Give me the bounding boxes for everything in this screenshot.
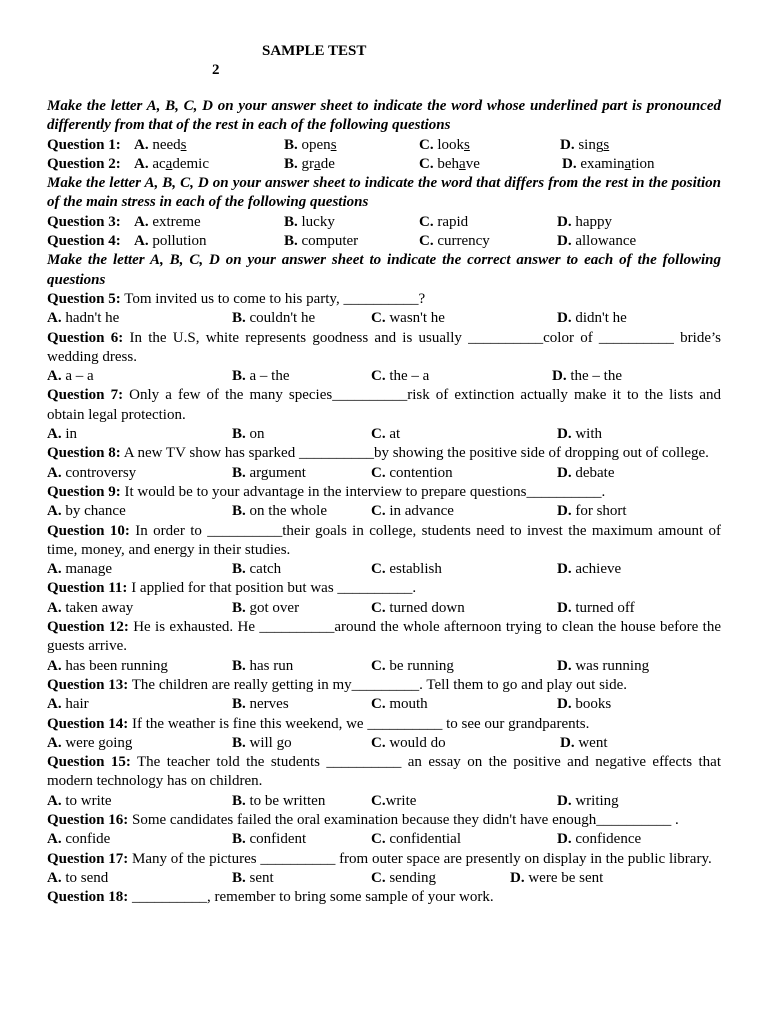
option-text: books [575, 696, 612, 713]
question-label: Question 6: [47, 329, 124, 346]
option-text: confident [249, 831, 307, 848]
question-9-stem [47, 483, 721, 502]
option-d[interactable]: D. examination [562, 155, 655, 172]
option-letter: D [560, 734, 571, 751]
option-letter: D [557, 233, 568, 250]
question-text: Some candidates failed the oral examination because they didn't have enough__________ . [132, 811, 679, 828]
question-text: I applied for that position but was __________. [131, 580, 417, 597]
option-letter: C [419, 213, 430, 230]
option-text: confidence [575, 831, 642, 848]
option-text: contention [389, 464, 453, 481]
option-text: will go [249, 734, 292, 751]
option-b[interactable]: B. opens [284, 136, 337, 153]
option-d[interactable]: D. confidence [557, 831, 642, 848]
option-text: manage [65, 561, 112, 578]
option-letter: D [510, 869, 521, 886]
option-text: writing [575, 792, 619, 809]
question-label: Question 5: [47, 290, 121, 307]
question-8-stem [47, 444, 721, 463]
question-5-stem [47, 290, 721, 309]
option-text: argument [249, 464, 306, 481]
option-text: look [437, 136, 465, 153]
option-text: debate [575, 464, 615, 481]
question-text: It would be to your advantage in the interview to prepare questions__________. [124, 483, 606, 500]
question-text: Many of the pictures __________ from outer space are presently on display in the public library. [132, 850, 712, 867]
question-text: A new TV show has sparked __________by showing the positive side of dropping out of college. [123, 445, 709, 462]
question-11-stem [47, 579, 721, 598]
option-c[interactable]: C. in advance [371, 503, 454, 520]
option-text: didn't he [575, 310, 627, 327]
option-text: by chance [65, 503, 126, 520]
option-letter: B [232, 368, 243, 385]
option-c[interactable]: C. mouth [371, 696, 428, 713]
question-label: Question 12: [47, 619, 129, 636]
option-text: got over [249, 599, 300, 616]
option-a[interactable]: A. has been running [47, 657, 168, 674]
option-text: confide [65, 831, 111, 848]
option-d[interactable]: D. with [557, 426, 603, 443]
option-letter: B [232, 561, 243, 578]
option-letter: A [47, 426, 58, 443]
option-c[interactable]: C. currency [419, 233, 490, 250]
option-text: hair [65, 696, 89, 713]
option-letter: D [557, 599, 568, 616]
option-text: lucky [301, 213, 335, 230]
underlined-sound: s [180, 136, 187, 153]
underlined-sound: s [603, 136, 610, 153]
option-text: in advance [389, 503, 454, 520]
option-letter: D [562, 155, 573, 172]
option-b[interactable]: B. will go [232, 734, 292, 751]
question-16-options [47, 830, 721, 849]
option-d[interactable]: D. writing [557, 792, 619, 809]
section-instruction: Make the letter A, B, C, D on your answer sheet to indicate the correct answer to each of the following questions [47, 252, 721, 288]
option-text: pollution [152, 233, 207, 250]
option-c[interactable]: C. rapid [419, 213, 469, 230]
option-letter: D [557, 696, 568, 713]
option-letter: D [557, 792, 568, 809]
question-text: Only a few of the many species__________risk of extinction actually make it to the lists and obtain legal protection. [47, 387, 721, 423]
option-c[interactable]: C. looks [419, 136, 470, 153]
question-17-stem [47, 850, 721, 869]
question-label: Question 18: [47, 889, 129, 906]
underlined-sound: a [624, 155, 632, 172]
option-b[interactable]: B. on the whole [232, 503, 327, 520]
option-d[interactable]: D. sings [560, 136, 610, 153]
question-label: Question 3: [47, 213, 121, 230]
option-letter: D [552, 368, 563, 385]
question-9-options [47, 502, 721, 521]
option-text: with [575, 426, 603, 443]
option-text-rest: demic [172, 155, 209, 172]
section-instruction: Make the letter A, B, C, D on your answer sheet to indicate the word that differs from the rest in the position of the main stress in each of the following questions [47, 175, 721, 211]
option-letter: B [232, 657, 243, 674]
question-text: The children are really getting in my_________. Tell them to go and play out side. [131, 676, 627, 693]
option-text: open [301, 136, 331, 153]
option-a[interactable]: A. hadn't he [47, 310, 120, 327]
question-label: Question 1: [47, 136, 121, 153]
option-letter: B [232, 696, 243, 713]
option-a[interactable]: A. in [47, 426, 78, 443]
question-text: The teacher told the students __________ an essay on the positive and negative effects that modern technology has on children. [47, 754, 721, 790]
option-c[interactable]: C. contention [371, 464, 453, 481]
option-a[interactable]: A. manage [47, 561, 112, 578]
option-text: taken away [65, 599, 134, 616]
question-label: Question 11: [47, 580, 128, 597]
option-letter: A [47, 869, 58, 886]
option-d[interactable]: D. for short [557, 503, 627, 520]
option-text: be running [389, 657, 454, 674]
question-2-stem [47, 155, 721, 174]
option-b[interactable]: B. got over [232, 599, 300, 616]
option-text: on the whole [249, 503, 327, 520]
option-letter: A [47, 657, 58, 674]
option-text: ac [152, 155, 166, 172]
option-letter: A [47, 599, 58, 616]
option-text: to be written [249, 792, 326, 809]
question-text: In order to __________their goals in college, students need to invest the maximum amount of time, money, and energy in their studies. [47, 522, 721, 558]
option-text: were going [65, 734, 133, 751]
question-text: In the U.S, white represents goodness and is usually __________color of __________ bride’s wedding dress. [47, 329, 721, 365]
option-text: sing [578, 136, 604, 153]
option-text: to send [65, 869, 109, 886]
option-a[interactable]: A. hair [47, 696, 89, 713]
option-b[interactable]: B. has run [232, 657, 294, 674]
option-c[interactable]: C.write [371, 792, 417, 809]
option-b[interactable]: B. a – the [232, 368, 290, 385]
question-13-stem [47, 676, 721, 695]
option-letter: B [232, 464, 243, 481]
option-a[interactable]: A. to send [47, 869, 109, 886]
question-label: Question 7: [47, 387, 124, 404]
option-letter: C [419, 155, 430, 172]
question-16-stem [47, 811, 721, 830]
option-a[interactable]: A. a – a [47, 368, 94, 385]
option-letter: C [371, 831, 382, 848]
option-letter: D [557, 561, 568, 578]
option-letter: C [419, 233, 430, 250]
option-a[interactable]: A. needs [134, 136, 187, 153]
option-a[interactable]: A. academic [134, 155, 209, 172]
question-text: He is exhausted. He __________around the whole afternoon trying to clean the house before the guests arrive. [47, 619, 721, 655]
option-text: extreme [152, 213, 201, 230]
question-11-options [47, 599, 721, 618]
option-letter: C [371, 792, 382, 809]
test-number: 2 [212, 62, 220, 78]
option-letter: B [232, 426, 243, 443]
option-text-rest: de [320, 155, 335, 172]
option-letter: D [557, 831, 568, 848]
option-text: in [65, 426, 78, 443]
option-text: couldn't he [249, 310, 316, 327]
option-text: went [578, 734, 608, 751]
option-c[interactable]: C. be running [371, 657, 454, 674]
option-c[interactable]: C. confidential [371, 831, 461, 848]
question-15-stem [47, 753, 721, 792]
option-text: sent [249, 869, 274, 886]
option-b[interactable]: B. confident [232, 831, 307, 848]
option-letter: A [134, 136, 145, 153]
option-b[interactable]: B. catch [232, 561, 282, 578]
option-text: controversy [65, 464, 137, 481]
option-c[interactable]: C. the – a [371, 368, 430, 385]
option-letter: C [419, 136, 430, 153]
option-b[interactable]: B. argument [232, 464, 306, 481]
option-text: currency [437, 233, 490, 250]
underlined-sound: a [459, 155, 466, 172]
option-text: was running [575, 657, 650, 674]
question-15-options [47, 792, 721, 811]
option-text: a – the [249, 368, 290, 385]
question-5-options [47, 309, 721, 328]
option-text-rest: ve [465, 155, 480, 172]
option-d[interactable]: D. were be sent [510, 869, 604, 886]
option-d[interactable]: D. debate [557, 464, 615, 481]
option-letter: D [557, 503, 568, 520]
option-text: beh [437, 155, 460, 172]
option-text: turned off [575, 599, 635, 616]
option-a[interactable]: A. taken away [47, 599, 134, 616]
option-text: has been running [65, 657, 168, 674]
underlined-sound: s [330, 136, 337, 153]
option-d[interactable]: D. achieve [557, 561, 622, 578]
option-text: write [385, 792, 417, 809]
option-d[interactable]: D. allowance [557, 233, 637, 250]
option-letter: A [134, 155, 145, 172]
option-text: computer [301, 233, 359, 250]
option-text: has run [249, 657, 294, 674]
option-d[interactable]: D. didn't he [557, 310, 627, 327]
question-8-options [47, 464, 721, 483]
option-c[interactable]: C. establish [371, 561, 442, 578]
option-text: were be sent [528, 869, 604, 886]
option-text: the – a [389, 368, 430, 385]
question-label: Question 4: [47, 233, 121, 250]
option-letter: B [284, 233, 295, 250]
option-c[interactable]: C. wasn't he [371, 310, 445, 327]
question-4-stem [47, 232, 721, 251]
question-6-options [47, 367, 721, 386]
question-text: __________, remember to bring some sample of your work. [132, 889, 494, 906]
option-text: sending [389, 869, 437, 886]
option-letter: C [371, 696, 382, 713]
option-b[interactable]: B. to be written [232, 792, 326, 809]
question-label: Question 16: [47, 811, 129, 828]
option-letter: D [557, 464, 568, 481]
option-a[interactable]: A. pollution [134, 233, 207, 250]
question-14-options [47, 734, 721, 753]
option-a[interactable]: A. were going [47, 734, 133, 751]
option-c[interactable]: C. turned down [371, 599, 465, 616]
option-letter: A [47, 503, 58, 520]
option-c[interactable]: C. behave [419, 155, 480, 172]
question-label: Question 15: [47, 754, 131, 771]
option-d[interactable]: D. went [560, 734, 608, 751]
option-text: need [152, 136, 181, 153]
option-letter: C [371, 368, 382, 385]
question-label: Question 14: [47, 715, 129, 732]
option-b[interactable]: B. lucky [284, 213, 335, 230]
underlined-sound: a [165, 155, 173, 172]
option-a[interactable]: A. by chance [47, 503, 126, 520]
option-text: hadn't he [65, 310, 120, 327]
option-text: nerves [249, 696, 289, 713]
option-letter: D [557, 310, 568, 327]
option-a[interactable]: A. confide [47, 831, 111, 848]
option-letter: B [232, 599, 243, 616]
option-text: for short [575, 503, 627, 520]
option-d[interactable]: D. happy [557, 213, 613, 230]
option-letter: A [134, 213, 145, 230]
option-letter: C [371, 426, 382, 443]
option-a[interactable]: A. controversy [47, 464, 137, 481]
option-b[interactable]: B. sent [232, 869, 274, 886]
option-letter: B [232, 869, 243, 886]
option-letter: A [47, 792, 58, 809]
option-c[interactable]: C. sending [371, 869, 437, 886]
option-text: a – a [65, 368, 94, 385]
option-letter: C [371, 464, 382, 481]
question-7-options [47, 425, 721, 444]
question-label: Question 13: [47, 676, 129, 693]
option-text: mouth [389, 696, 428, 713]
option-letter: C [371, 734, 382, 751]
option-letter: A [47, 368, 58, 385]
option-letter: A [47, 734, 58, 751]
option-text: turned down [389, 599, 465, 616]
option-letter: A [47, 561, 58, 578]
option-letter: B [284, 155, 295, 172]
option-letter: B [232, 792, 243, 809]
question-label: Question 10: [47, 522, 130, 539]
option-b[interactable]: B. computer [284, 233, 359, 250]
question-label: Question 9: [47, 483, 121, 500]
option-letter: C [371, 503, 382, 520]
underlined-sound: a [314, 155, 321, 172]
option-letter: A [47, 696, 58, 713]
option-text: confidential [389, 831, 461, 848]
question-13-options [47, 695, 721, 714]
test-title: SAMPLE TEST [262, 43, 367, 59]
question-17-options [47, 869, 721, 888]
option-letter: C [371, 310, 382, 327]
option-d[interactable]: D. the – the [552, 368, 622, 385]
option-d[interactable]: D. books [557, 696, 612, 713]
question-12-stem [47, 618, 721, 657]
option-text: the – the [570, 368, 622, 385]
option-b[interactable]: B. grade [284, 155, 335, 172]
option-d[interactable]: D. was running [557, 657, 650, 674]
option-letter: D [557, 426, 568, 443]
option-letter: C [371, 657, 382, 674]
option-letter: B [232, 503, 243, 520]
option-text: would do [389, 734, 446, 751]
question-10-stem [47, 522, 721, 561]
option-letter: B [232, 310, 243, 327]
option-text: allowance [575, 233, 637, 250]
question-label: Question 17: [47, 850, 129, 867]
option-letter: A [47, 464, 58, 481]
question-7-stem [47, 386, 721, 425]
underlined-sound: s [464, 136, 470, 153]
option-text: at [389, 426, 401, 443]
option-a[interactable]: A. to write [47, 792, 112, 809]
option-letter: C [371, 599, 382, 616]
question-text: If the weather is fine this weekend, we __________ to see our grandparents. [132, 715, 590, 732]
option-text: to write [65, 792, 112, 809]
option-text: happy [575, 213, 613, 230]
test-content [47, 97, 721, 907]
question-14-stem [47, 715, 721, 734]
option-c[interactable]: C. at [371, 426, 401, 443]
option-text-rest: tion [631, 155, 655, 172]
option-text: catch [249, 561, 282, 578]
option-text: achieve [575, 561, 622, 578]
option-letter: A [134, 233, 145, 250]
option-text: rapid [437, 213, 469, 230]
question-text: Tom invited us to come to his party, __________? [124, 290, 426, 307]
option-text: examin [580, 155, 625, 172]
option-d[interactable]: D. turned off [557, 599, 635, 616]
option-letter: B [284, 213, 295, 230]
option-text: wasn't he [389, 310, 445, 327]
option-letter: D [557, 657, 568, 674]
option-b[interactable]: B. couldn't he [232, 310, 316, 327]
option-text: gr [301, 155, 315, 172]
question-3-stem [47, 213, 721, 232]
option-c[interactable]: C. would do [371, 734, 446, 751]
question-18-stem [47, 888, 721, 907]
question-12-options [47, 657, 721, 676]
option-letter: C [371, 561, 382, 578]
question-label: Question 8: [47, 445, 121, 462]
question-6-stem [47, 329, 721, 368]
option-text: establish [389, 561, 442, 578]
option-b[interactable]: B. nerves [232, 696, 289, 713]
option-letter: D [560, 136, 571, 153]
question-10-options [47, 560, 721, 579]
option-letter: D [557, 213, 568, 230]
option-b[interactable]: B. on [232, 426, 265, 443]
option-text: on [249, 426, 265, 443]
option-letter: B [284, 136, 295, 153]
option-letter: B [232, 734, 243, 751]
question-label: Question 2: [47, 155, 121, 172]
option-letter: A [47, 310, 58, 327]
option-letter: A [47, 831, 58, 848]
section-instruction: Make the letter A, B, C, D on your answer sheet to indicate the word whose underlined part is pronounced differently from that of the rest in each of the following questions [47, 98, 721, 134]
option-a[interactable]: A. extreme [134, 213, 201, 230]
question-1-stem [47, 136, 721, 155]
option-letter: B [232, 831, 243, 848]
option-letter: C [371, 869, 382, 886]
